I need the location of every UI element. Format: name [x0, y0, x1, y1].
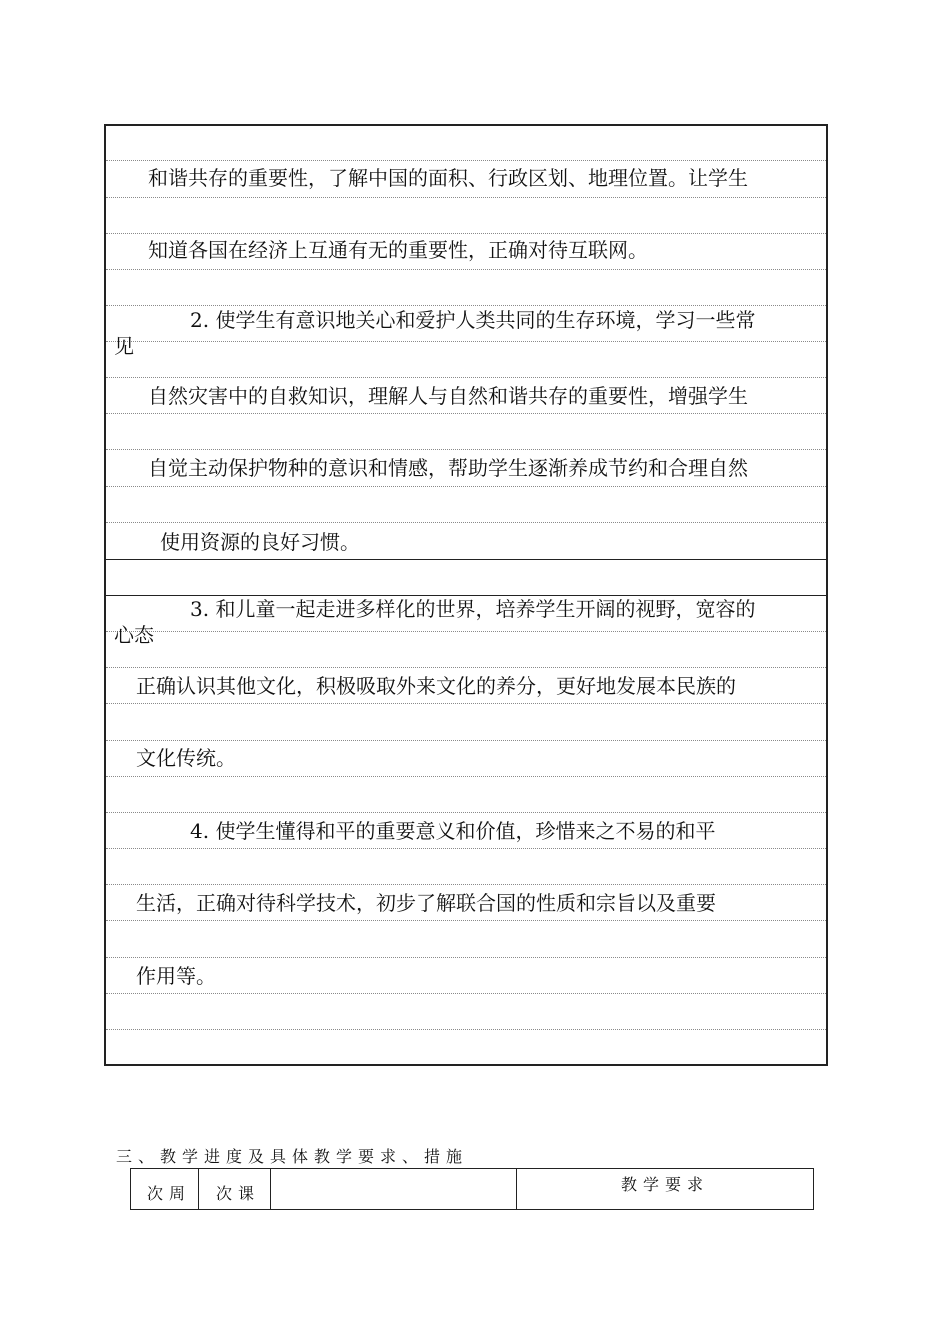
goal-item-3-line: 3. 和儿童一起走进多样化的世界，培养学生开阔的视野，宽容的	[190, 597, 756, 621]
ruled-line	[106, 993, 826, 994]
ruled-line	[106, 197, 826, 198]
ruled-line	[106, 884, 826, 885]
ruled-line	[106, 413, 826, 414]
ruled-line	[106, 269, 826, 270]
ruled-line	[106, 667, 826, 668]
header-label: 次课	[216, 1184, 261, 1203]
ruled-line	[106, 305, 826, 306]
ruled-line	[106, 920, 826, 921]
header-cell-lesson	[199, 1169, 271, 1209]
header-label: 次周	[147, 1184, 192, 1203]
goal-item-2-line: 2. 使学生有意识地关心和爱护人类共同的生存环境，学习一些常	[190, 308, 756, 332]
goal-item-2-line: 自然灾害中的自救知识，理解人与自然和谐共存的重要性，增强学生	[148, 384, 748, 408]
header-cell-requirements	[517, 1169, 813, 1209]
schedule-table-header	[130, 1168, 814, 1210]
header-cell-week	[131, 1169, 199, 1209]
ruled-line	[106, 812, 826, 813]
goal-item-2-line: 自觉主动保护物种的意识和情感，帮助学生逐渐养成节约和合理自然	[148, 456, 748, 480]
ruled-line	[106, 957, 826, 958]
ruled-line	[106, 776, 826, 777]
ruled-line	[106, 631, 826, 632]
ruled-line	[106, 449, 826, 450]
ruled-line	[106, 377, 826, 378]
goal-item-4-line: 作用等。	[136, 964, 216, 988]
ruled-line	[106, 341, 826, 342]
ruled-line	[106, 740, 826, 741]
goal-item-3-overflow-text: 心态	[114, 623, 154, 647]
goal-item-2-line: 使用资源的良好习惯。	[160, 530, 360, 554]
ruled-line	[106, 1029, 826, 1030]
goals-row-divider	[104, 559, 828, 560]
ruled-line	[106, 233, 826, 234]
goal-item-4-line: 4. 使学生懂得和平的重要意义和价值，珍惜来之不易的和平	[190, 819, 716, 843]
ruled-line	[106, 703, 826, 704]
ruled-line	[106, 160, 826, 161]
goals-row-divider	[104, 595, 828, 596]
goal-item-3-line: 正确认识其他文化，积极吸取外来文化的养分，更好地发展本民族的	[136, 674, 736, 698]
goal-item-4-line: 生活，正确对待科学技术，初步了解联合国的性质和宗旨以及重要	[136, 891, 716, 915]
goal-item-3-line: 文化传统。	[136, 746, 236, 770]
ruled-line	[106, 486, 826, 487]
section-heading: 三、教学进度及具体教学要求、措施	[116, 1147, 469, 1166]
header-label: 教学要求	[621, 1175, 710, 1194]
goal-text-line: 和谐共存的重要性，了解中国的面积、行政区划、地理位置。让学生	[148, 166, 748, 190]
goal-text-line: 知道各国在经济上互通有无的重要性，正确对待互联网。	[148, 238, 648, 262]
goal-item-2-overflow-text: 见	[114, 334, 134, 358]
ruled-line	[106, 848, 826, 849]
ruled-line	[106, 522, 826, 523]
header-cell-blank	[271, 1169, 517, 1209]
